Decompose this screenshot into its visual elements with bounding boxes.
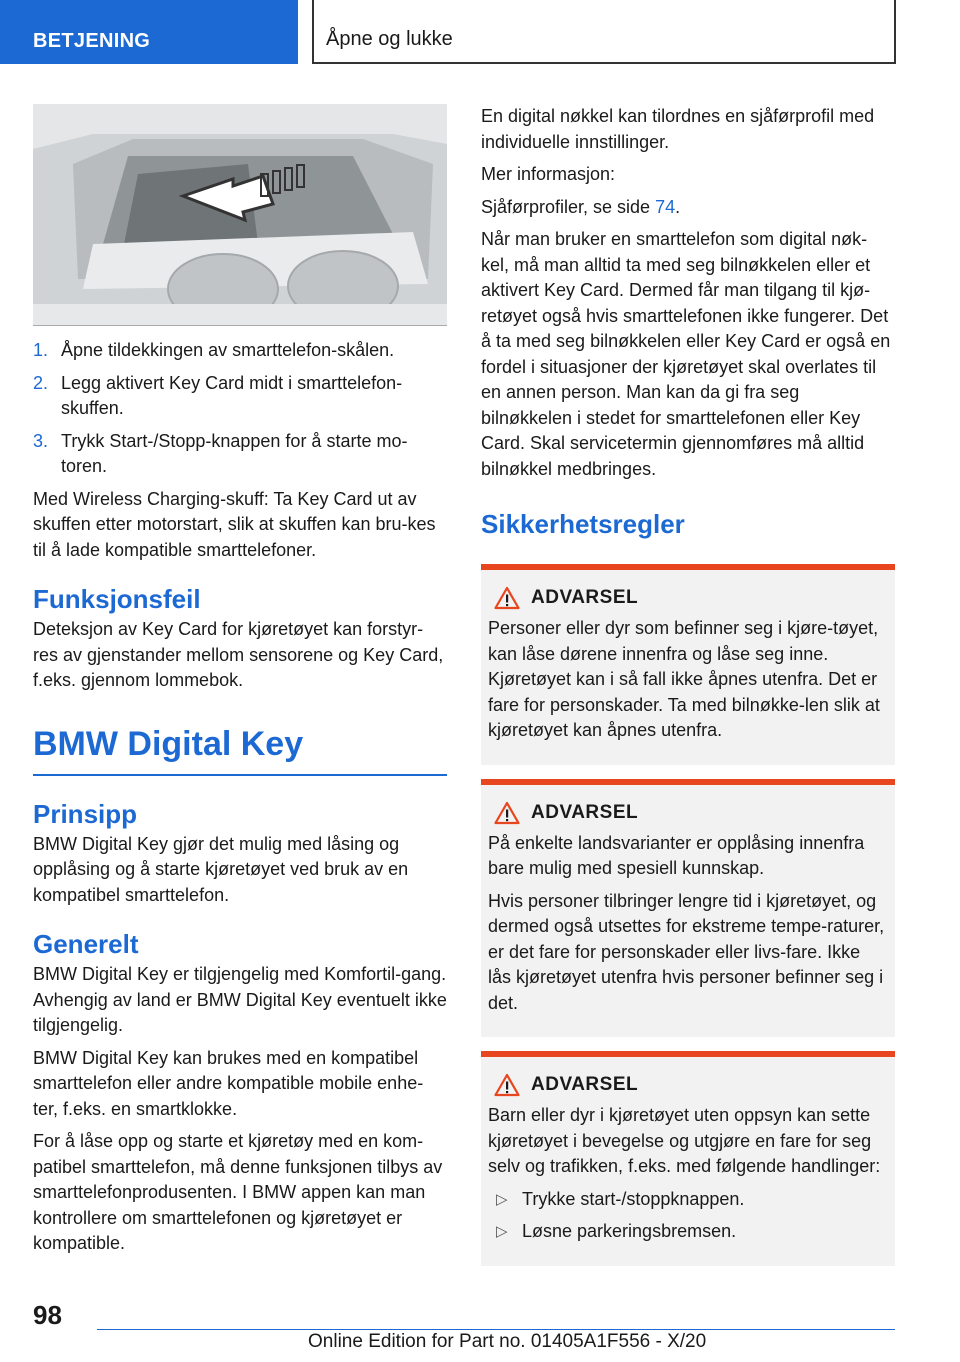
- smartphone-tray-photo: [33, 104, 447, 326]
- cross-reference: [481, 195, 895, 221]
- step-text: Legg aktivert Key Card midt i smarttelefon-skuffen.: [61, 372, 403, 418]
- tray-illustration: [33, 104, 447, 326]
- step-text: Trykk Start-/Stopp-knappen for å starte mo-toren.: [61, 430, 408, 476]
- generelt-paragraph: BMW Digital Key kan brukes med en kompatibel smarttelefon eller andre kompatible mobile enhe-ter, f.eks. en smartklokke.: [33, 1047, 424, 1119]
- step-text: Åpne tildekkingen av smarttelefon-skålen.: [61, 340, 395, 360]
- key-carry-paragraph: Når man bruker en smarttelefon som digital nøk-kel, må man alltid ta med seg bilnøkkelen eller et aktivert Key Card. Dermed får man tilgang til kjø-retøyet også hvis smarttelefonen ikke fungerer. Det å ta med seg bilnøkkelen eller Key Card er også en fordel i situasjoner der kjøretøyet skal overlates til en annen person. Man kan da gi fra seg bilnøkkelen i stedet for smarttelefonen eller Key Card. Skal servicetermin gjennomføres må alltid bilnøkkel medbringes.: [481, 229, 891, 479]
- list-item: [488, 1219, 888, 1245]
- prinsipp-paragraph: BMW Digital Key gjør det mulig med låsing og opplåsing og å starte kjøretøyet ved bruk av en kompatibel smarttelefon.: [33, 833, 409, 905]
- generelt-heading: Generelt: [33, 929, 139, 959]
- reference-text: Sjåførprofiler, se side: [481, 196, 656, 217]
- prinsipp-heading: Prinsipp: [33, 798, 138, 829]
- page-number: 98: [33, 1300, 62, 1330]
- warning-title: [494, 586, 888, 610]
- action-text: Løsne parkeringsbremsen.: [522, 1221, 737, 1241]
- page-reference-link[interactable]: 74: [655, 196, 676, 217]
- list-item: [488, 1187, 888, 1213]
- warning-box: [481, 779, 895, 1038]
- edition-text: Online Edition for Part no. 01405A1F556 - X/20: [308, 1331, 707, 1352]
- step-number: 3.: [33, 430, 49, 451]
- warning-text: Barn eller dyr i kjøretøyet uten oppsyn kan sette kjøretøyet i bevegelse og utgjøre en fare for seg selv og trafikken, f.eks. med følgende handlinger:: [488, 1105, 881, 1176]
- reference-suffix: .: [675, 196, 681, 217]
- warning-title: [494, 1073, 888, 1097]
- step-number: 1.: [33, 340, 49, 360]
- driver-profile-paragraph: En digital nøkkel kan tilordnes en sjåførprofil med individuelle innstillinger.: [481, 106, 875, 152]
- generelt-paragraph: For å låse opp og starte et kjøretøy med en kom-patibel smarttelefon, må denne funksjonen tilbys av smarttelefonprodusenten. I BMW appen kan man kontrollere om smarttelefonen og kjøretøyet er kompatible.: [33, 1131, 443, 1253]
- warning-title: [494, 801, 888, 825]
- more-info-label: Mer informasjon:: [481, 164, 616, 184]
- warning-box: [481, 1051, 895, 1266]
- action-text: Trykke start-/stoppknappen.: [522, 1188, 745, 1209]
- warning-label: ADVARSEL: [531, 587, 639, 608]
- list-item: [33, 338, 447, 364]
- warning-triangle-icon: [494, 1073, 520, 1097]
- left-column: [33, 104, 447, 1264]
- funksjonsfeil-paragraph: Deteksjon av Key Card for kjøretøyet kan forstyr-res av gjenstander mellom sensorene og Key Card, f.eks. gjennom lommebok.: [33, 619, 444, 690]
- section-label: BETJENING: [33, 30, 151, 52]
- step-number: 2.: [33, 372, 49, 393]
- digital-key-heading: BMW Digital Key: [33, 724, 447, 776]
- section-tab: [0, 0, 298, 64]
- footer-divider: [97, 1329, 895, 1330]
- list-item: [33, 429, 447, 480]
- warning-box: [481, 564, 895, 765]
- warning-label: ADVARSEL: [531, 1074, 639, 1095]
- chapter-header: [312, 0, 896, 64]
- warning-text: Personer eller dyr som befinner seg i kjøre-tøyet, kan låse dørene innenfra og låse seg inne. Kjøretøyet kan i så fall ikke åpnes utenfra. Det er fare for personskader. Ta med bilnøkke-len slik at kjøretøyet kan åpnes utenfra.: [488, 618, 880, 740]
- bullet-triangle-icon: ▷: [496, 1190, 508, 1208]
- warning-triangle-icon: [494, 586, 520, 610]
- chapter-title: Åpne og lukke: [326, 28, 453, 50]
- right-column: [481, 104, 895, 1280]
- action-list: [488, 1187, 888, 1245]
- wireless-charging-paragraph: Med Wireless Charging-skuff: Ta Key Card ut av skuffen etter motorstart, slik at skuffen kan bru-kes til å lade kompatible smarttelefoner.: [33, 488, 436, 560]
- bullet-triangle-icon: ▷: [496, 1223, 508, 1240]
- generelt-paragraph: BMW Digital Key er tilgjengelig med Komfortil-gang. Avhengig av land er BMW Digital Key eventuelt ikke tilgjengelig.: [33, 964, 447, 1035]
- safety-heading: Sikkerhetsregler: [481, 509, 685, 539]
- instruction-steps: [33, 338, 447, 480]
- warning-label: ADVARSEL: [531, 801, 639, 823]
- warning-text: På enkelte landsvarianter er opplåsing innenfra bare mulig med spesiell kunnskap.: [488, 832, 865, 878]
- funksjonsfeil-heading: Funksjonsfeil: [33, 584, 201, 614]
- warning-triangle-icon: [494, 801, 520, 825]
- list-item: [33, 371, 447, 422]
- warning-text: Hvis personer tilbringer lengre tid i kjøretøyet, og dermed også utsettes for ekstreme tempe-raturer, er det fare for personskader eller livs-fare. Ikke lås kjøretøyet utenfra hvis personer befinner seg i det.: [488, 890, 885, 1013]
